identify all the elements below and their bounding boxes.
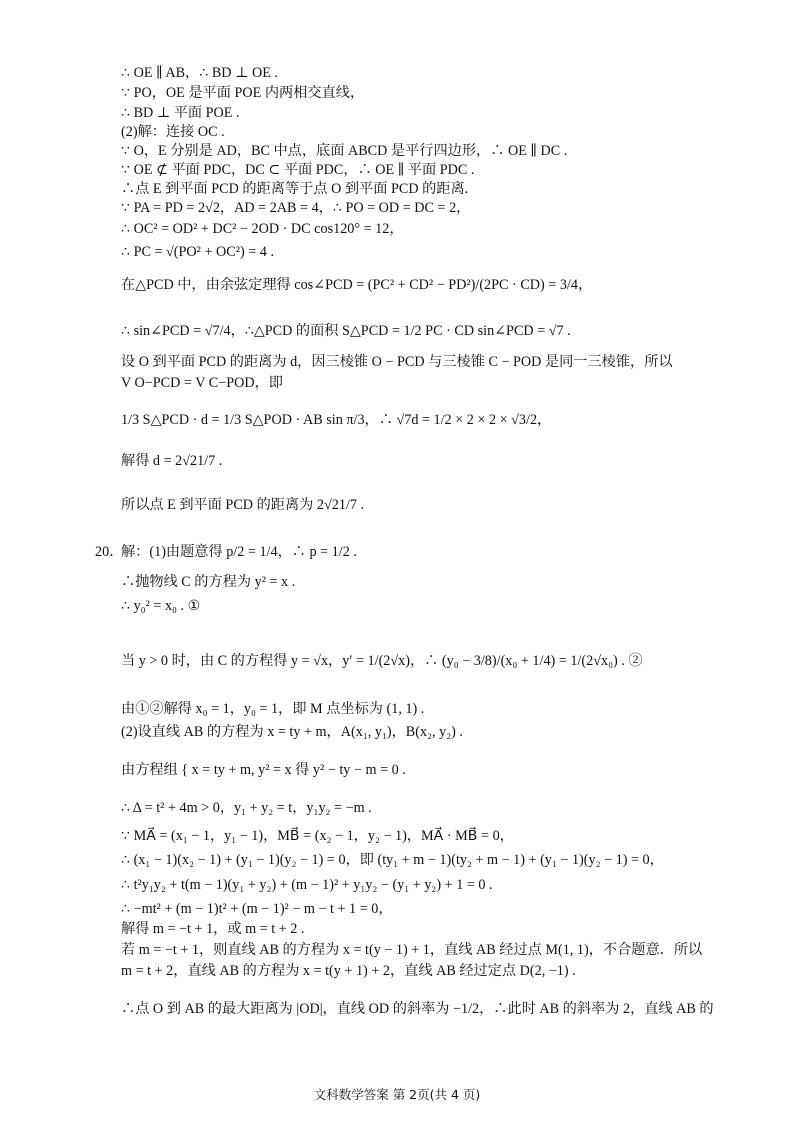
- text-line: m = t + 2，直线 AB 的方程为 x = t(y + 1) + 2，直线 AB 经过定点 D(2, −1) .: [121, 963, 576, 979]
- text-line: (2)解：连接 OC .: [121, 124, 225, 140]
- text-line: V O−PCD = V C−POD，即: [121, 375, 283, 391]
- text-line: ∴ t²y₁y₂ + t(m − 1)(y₁ + y₂) + (m − 1)² + y₁y₂ − (y₁ + y₂) + 1 = 0 .: [121, 877, 493, 893]
- text-line: ∴ OE ∥ AB，∴ BD ⊥ OE .: [121, 65, 278, 81]
- text-line: 解得 d = 2√21/7 .: [121, 453, 223, 469]
- text-line: 设 O 到平面 PCD 的距离为 d，因三棱锥 O − PCD 与三棱锥 C − POD 是同一三棱锥，所以: [121, 354, 673, 370]
- text-line: ∴抛物线 C 的方程为 y² = x .: [121, 574, 296, 590]
- text-line: ∴ sin∠PCD = √7/4，∴△PCD 的面积 S△PCD = 1/2 PC · CD sin∠PCD = √7 .: [121, 323, 571, 339]
- page-footer: 文科数学答案 第 2页(共 4 页): [313, 1087, 481, 1102]
- text-line: ∴ −mt² + (m − 1)t² + (m − 1)² − m − t + 1 = 0，: [121, 901, 393, 917]
- text-line: ∴ OC² = OD² + DC² − 2OD · DC cos120° = 12，: [121, 221, 404, 237]
- text-line: (2)设直线 AB 的方程为 x = ty + m，A(x₁, y₁)，B(x₂, y₂) .: [121, 724, 463, 740]
- text-line: ∴ Δ = t² + 4m > 0，y₁ + y₂ = t，y₁y₂ = −m .: [121, 800, 372, 816]
- text-line: ∵ O，E 分别是 AD，BC 中点，底面 ABCD 是平行四边形，∴ OE ∥ DC .: [121, 143, 568, 159]
- text-line: ∴点 O 到 AB 的最大距离为 |OD|，直线 OD 的斜率为 −1/2，∴此时 AB 的斜率为 2，直线 AB 的: [121, 1001, 714, 1017]
- text-line: 由①②解得 x₀ = 1，y₀ = 1，即 M 点坐标为 (1, 1) .: [121, 701, 425, 717]
- text-line: 当 y > 0 时，由 C 的方程得 y = √x，y′ = 1/(2√x)，∴ (y₀ − 3/8)/(x₀ + 1/4) = 1/(2√x₀) . ②: [121, 653, 643, 669]
- text-line: ∵ PA = PD = 2√2，AD = 2AB = 4，∴ PO = OD = DC = 2，: [121, 200, 471, 216]
- text-line: ∵ PO，OE 是平面 POE 内两相交直线，: [121, 85, 365, 101]
- text-line: 若 m = −t + 1，则直线 AB 的方程为 x = t(y − 1) + 1，直线 AB 经过点 M(1, 1)，不合题意．所以: [121, 942, 703, 958]
- text-line: ∵ MA⃗ = (x₁ − 1，y₁ − 1)，MB⃗ = (x₂ − 1，y₂ − 1)，MA⃗ · MB⃗ = 0，: [121, 828, 514, 844]
- text-line: 由方程组 { x = ty + m, y² = x 得 y² − ty − m = 0 .: [121, 762, 406, 778]
- text-line: 所以点 E 到平面 PCD 的距离为 2√21/7 .: [121, 497, 365, 513]
- text-line: ∴ y₀² = x₀ . ①: [121, 598, 201, 614]
- text-line: ∵ OE ⊄ 平面 PDC，DC ⊂ 平面 PDC，∴ OE ∥ 平面 PDC .: [121, 162, 475, 178]
- question-number: 20．: [95, 544, 124, 560]
- text-line: 解得 m = −t + 1，或 m = t + 2 .: [121, 921, 305, 937]
- text-line: ∴点 E 到平面 PCD 的距离等于点 O 到平面 PCD 的距离.: [121, 181, 469, 197]
- text-line: ∴ PC = √(PO² + OC²) = 4 .: [121, 244, 274, 260]
- text-line: ∴ BD ⊥ 平面 POE .: [121, 105, 240, 121]
- text-line: 解：(1)由题意得 p/2 = 1/4，∴ p = 1/2 .: [121, 544, 357, 560]
- text-line: 1/3 S△PCD · d = 1/3 S△POD · AB sin π/3，∴ √7d = 1/2 × 2 × 2 × √3/2，: [121, 412, 552, 428]
- text-line: ∴ (x₁ − 1)(x₂ − 1) + (y₁ − 1)(y₂ − 1) = 0，即 (ty₁ + m − 1)(ty₂ + m − 1) + (y₁ − 1)(y₂ − 1) = 0，: [121, 852, 664, 868]
- text-line: 在△PCD 中，由余弦定理得 cos∠PCD = (PC² + CD² − PD²)/(2PC · CD) = 3/4，: [121, 277, 593, 293]
